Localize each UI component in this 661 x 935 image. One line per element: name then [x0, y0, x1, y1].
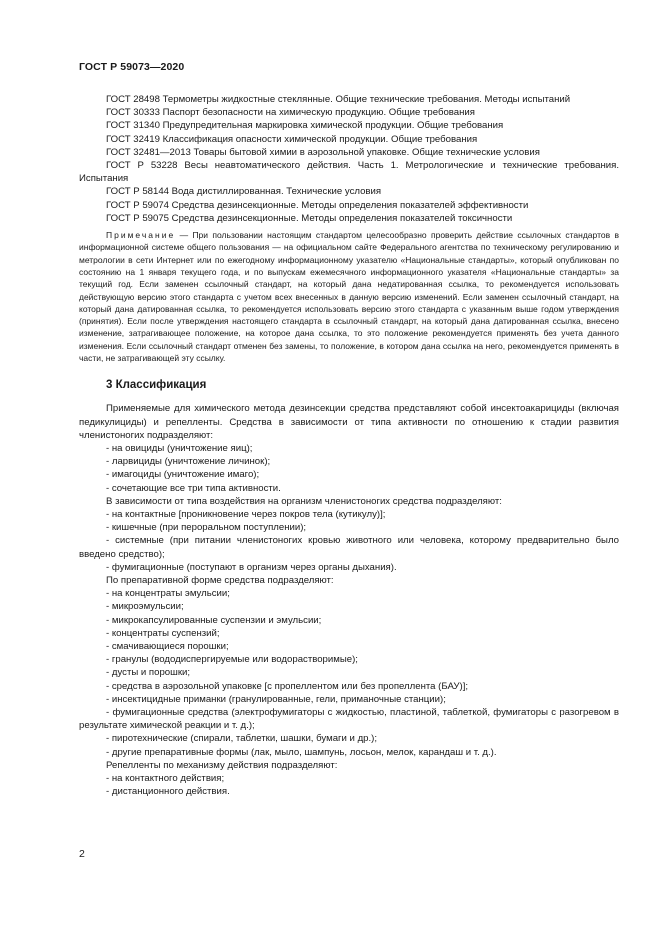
references-list — [79, 93, 619, 225]
list-item: - гранулы (вододиспергируемые или водорастворимые); — [106, 654, 358, 666]
impact-list — [79, 508, 619, 574]
list-item: - на контактные [проникновение через покров тела (кутикулу)]; — [106, 508, 386, 520]
reference-item: ГОСТ 30333 Паспорт безопасности на химическую продукцию. Общие требования — [106, 107, 475, 119]
reference-item: ГОСТ Р 59075 Средства дезинсекционные. Методы определения показателей токсичности — [106, 212, 513, 224]
list-item: - фумигационные средства (электрофумигаторы с жидкостью, пластиной, таблеткой, фумигаторы с разогревом в результате химической реакции и т. д.); — [79, 706, 619, 732]
activity-list — [79, 442, 619, 495]
reference-item: ГОСТ Р 53228 Весы неавтоматического действия. Часть 1. Метрологические и технические требования. Испытания — [79, 160, 619, 185]
list-item: - сочетающие все три типа активности. — [106, 482, 281, 494]
page-number: 2 — [79, 848, 85, 860]
repellent-list — [79, 772, 619, 798]
list-item: - на овициды (уничтожение яиц); — [106, 442, 253, 454]
note-text: — При пользовании настоящим стандартом целесообразно проверить действие ссылочных стандартов в информационной системе общего пользования — на официальном сайте Федерального агентства по техническому регулированию и метрологии в сети Интернет или по ежегодному информационному указателю «Национальные стандарты», который опубликован по состоянию на 1 января текущего года, и по выпускам ежемесячного информационного указателя «Национальные стандарты» за текущий год. Если заменен ссылочный стандарт, на который дана недатированная ссылка, то рекомендуется использовать действующую версию этого стандарта с учетом всех внесенных в данную версию изменений. Если заменен ссылочный стандарт, на который дана датированная ссылка, то рекомендуется использовать версию этого стандарта с указанным выше годом утверждения (принятия). Если после утверждения настоящего стандарта в ссылочный стандарт, на который дана датированная ссылка, внесено изменение, затрагивающее положение, на которое дана ссылка, то это положение рекомендуется применять без учета данного изменения. Если ссылочный стандарт отменен без замены, то положение, в котором дана ссылка на него, рекомендуется применять в части, не затрагивающей эту ссылку. — [79, 230, 619, 363]
reference-item: ГОСТ 28498 Термометры жидкостные стеклянные. Общие технические требования. Методы испытаний — [106, 94, 571, 105]
reference-note — [79, 229, 619, 364]
list-item: - пиротехнические (спирали, таблетки, шашки, бумаги и др.); — [106, 733, 378, 745]
list-item: - инсектицидные приманки (гранулированные, гели, приманочные станции); — [106, 693, 446, 705]
list-item: - дусты и порошки; — [106, 667, 191, 679]
reference-item: ГОСТ Р 59074 Средства дезинсекционные. Методы определения показателей эффективности — [106, 199, 529, 211]
list-item: - на концентраты эмульсии; — [106, 588, 230, 600]
document-header: ГОСТ Р 59073—2020 — [79, 61, 185, 73]
reference-item: ГОСТ 32481—2013 Товары бытовой химии в аэрозольной упаковке. Общие технические условия — [106, 146, 540, 158]
list-item: - фумигационные (поступают в организм через органы дыхания). — [106, 561, 397, 573]
form-intro: По препаративной форме средства подразделяют: — [106, 574, 334, 586]
list-item: - смачивающиеся порошки; — [106, 640, 229, 652]
section-heading: 3 Классификация — [106, 379, 207, 392]
list-item: - на контактного действия; — [106, 772, 225, 784]
impact-intro: В зависимости от типа воздействия на организм членистоногих средства подразделяют: — [106, 495, 502, 507]
reference-item: ГОСТ Р 58144 Вода дистиллированная. Технические условия — [106, 186, 382, 198]
list-item: - дистанционного действия. — [106, 786, 230, 798]
list-item: - имагоциды (уничтожение имаго); — [106, 469, 260, 481]
list-item: - кишечные (при пероральном поступлении); — [106, 522, 307, 534]
reference-item: ГОСТ 32419 Классификация опасности химической продукции. Общие требования — [106, 133, 478, 145]
form-list — [79, 587, 619, 759]
list-item: - микроэмульсии; — [106, 601, 184, 613]
list-item: - ларвициды (уничтожение личинок); — [106, 456, 271, 468]
page-content — [79, 93, 619, 798]
repellent-intro: Репелленты по механизму действия подразделяют: — [106, 759, 338, 771]
list-item: - средства в аэрозольной упаковке [с пропеллентом или без пропеллента (БАУ)]; — [106, 680, 469, 692]
list-item: - микрокапсулированные суспензии и эмульсии; — [106, 614, 322, 626]
list-item: - системные (при питании членистоногих кровью животного или человека, которому предварительно было введено средство); — [79, 535, 619, 560]
list-item: - другие препаративные формы (лак, мыло, шампунь, лосьон, мелок, карандаш и т. д.). — [106, 746, 497, 758]
section-intro: Применяемые для химического метода дезинсекции средства представляют собой инсектоакарициды (включая педикулициды) и репелленты. Средства в зависимости от типа активности по отношению к стадии развития членистоногих подразделяют: — [79, 403, 619, 441]
reference-item: ГОСТ 31340 Предупредительная маркировка химической продукции. Общие требования — [106, 120, 504, 132]
note-label: Примечание — [106, 230, 176, 241]
list-item: - концентраты суспензий; — [106, 627, 220, 639]
